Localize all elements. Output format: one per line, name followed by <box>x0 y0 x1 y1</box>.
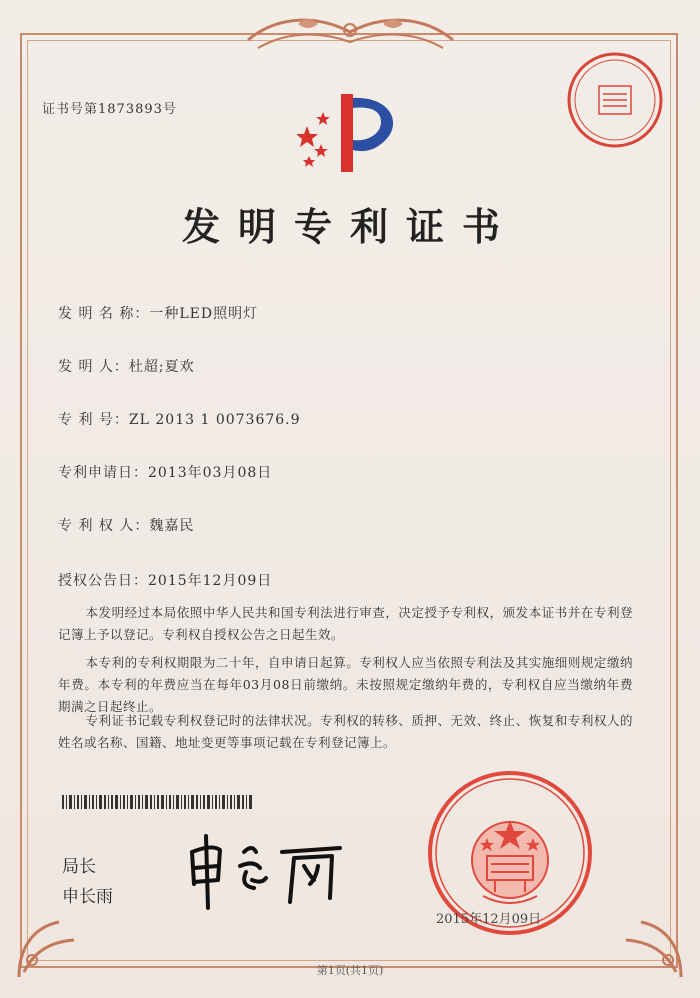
barcode <box>62 795 252 809</box>
field-value: 一种LED照明灯 <box>149 306 259 322</box>
field-application-date <box>58 462 272 482</box>
body-paragraph: 本专利的专利权期限为二十年，自申请日起算。专利权人应当依照专利法及其实施细则规定缴纳年费。本专利的年费应当在每年03月08日前缴纳。未按照规定缴纳年费的，专利权自应当缴纳年费期满之日起终止。 <box>58 655 633 714</box>
top-ornament <box>238 10 463 54</box>
field-label: 专利申请日： <box>58 465 148 481</box>
field-patent-number <box>58 409 301 429</box>
field-label: 专 利 权 人： <box>58 518 150 534</box>
field-value: 2015年12月09日 <box>148 573 273 589</box>
certificate-title: 发明专利证书 <box>181 204 518 249</box>
seal-date: 2015年12月09日 <box>436 912 542 927</box>
field-value: 魏嘉民 <box>149 518 195 534</box>
certificate-number: 证书号第1873893号 <box>42 102 177 117</box>
field-patentee <box>58 515 194 535</box>
body-paragraph: 本发明经过本局依照中华人民共和国专利法进行审查，决定授予专利权，颁发本证书并在专利登记簿上予以登记。专利权自授权公告之日起生效。 <box>58 605 633 642</box>
field-value: 杜超;夏欢 <box>128 359 195 375</box>
field-value: 2013年03月08日 <box>148 465 273 481</box>
page-number: 第1页(共1页) <box>316 964 384 977</box>
body-paragraph: 专利证书记载专利权登记时的法律状况。专利权的转移、质押、无效、终止、恢复和专利权人的姓名或名称、国籍、地址变更等事项记载在专利登记簿上。 <box>58 713 633 750</box>
director-title: 局长 <box>62 857 96 877</box>
field-label: 授权公告日： <box>58 573 148 589</box>
field-label: 专 利 号： <box>58 412 129 428</box>
director-signature <box>182 822 352 912</box>
field-grant-date <box>58 570 272 590</box>
field-inventors <box>58 356 195 376</box>
field-label: 发 明 人： <box>58 359 129 375</box>
field-invention-name <box>58 303 258 323</box>
field-label: 发 明 名 称： <box>58 306 150 322</box>
patent-office-logo-icon <box>297 86 409 176</box>
field-value: ZL 2013 1 0073676.9 <box>128 412 301 428</box>
director-name: 申长雨 <box>62 887 113 907</box>
agency-stamp <box>565 50 665 150</box>
